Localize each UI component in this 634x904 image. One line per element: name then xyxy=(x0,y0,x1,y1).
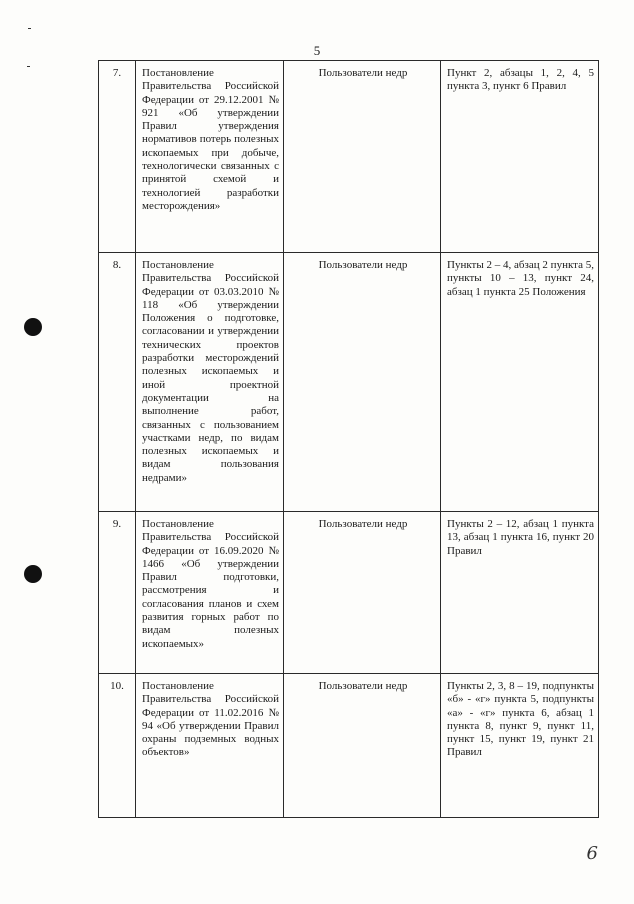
provisions-cell: Пункты 2 – 12, абзац 1 пункта 13, абзац 1 пункта 16, пункт 20 Правил xyxy=(441,512,599,674)
row-number: 7. xyxy=(99,61,136,253)
document-title: Постановление Правительства Российской Федерации от 03.03.2010 № 118 «Об утверждении Положения о подготовке, согласовании и утверждении технических проектов разработки месторождений полезных ископаемых и иной проектной документации на выполнение работ, связанных с пользованием участками недр, по видам полезных ископаемых и видам пользования недрами» xyxy=(136,253,284,512)
document-title: Постановление Правительства Российской Федерации от 16.09.2020 № 1466 «Об утверждении Правил подготовки, рассмотрения и согласования планов и схем развития горных работ по видам полезных ископаемых» xyxy=(136,512,284,674)
provisions-cell: Пункт 2, абзацы 1, 2, 4, 5 пункта 3, пункт 6 Правил xyxy=(441,61,599,253)
scan-mark-top xyxy=(28,28,31,29)
subjects-cell: Пользователи недр xyxy=(284,253,441,512)
provisions-cell: Пункты 2 – 4, абзац 2 пункта 5, пункты 10 – 13, пункт 24, абзац 1 пункта 25 Положения xyxy=(441,253,599,512)
subjects-cell: Пользователи недр xyxy=(284,61,441,253)
table-row xyxy=(99,61,599,253)
binding-hole-upper xyxy=(24,318,42,336)
handwritten-page-number: 6 xyxy=(586,843,598,864)
table-row xyxy=(99,253,599,512)
document-title: Постановление Правительства Российской Федерации от 11.02.2016 № 94 «Об утверждении Правил охраны подземных водных объектов» xyxy=(136,674,284,818)
scan-mark-left xyxy=(27,66,30,67)
page-number: 5 xyxy=(313,43,321,58)
provisions-cell: Пункты 2, 3, 8 – 19, подпункты «б» - «г» пункта 5, подпункты «а» - «г» пункта 6, абзац 1 пункта 8, пункт 9, пункт 11, пункт 15, пункт 19, пункт 21 Правил xyxy=(441,674,599,818)
table-row xyxy=(99,512,599,674)
row-number: 10. xyxy=(99,674,136,818)
subjects-cell: Пользователи недр xyxy=(284,512,441,674)
document-title: Постановление Правительства Российской Федерации от 29.12.2001 № 921 «Об утверждении Правил утверждения нормативов потерь полезных ископаемых при добыче, технологически связанных с принятой схемой и технологией разработки месторождения» xyxy=(136,61,284,253)
row-number: 9. xyxy=(99,512,136,674)
row-number: 8. xyxy=(99,253,136,512)
binding-hole-lower xyxy=(24,565,42,583)
subjects-cell: Пользователи недр xyxy=(284,674,441,818)
table-row xyxy=(99,674,599,818)
legal-acts-table xyxy=(98,60,599,818)
